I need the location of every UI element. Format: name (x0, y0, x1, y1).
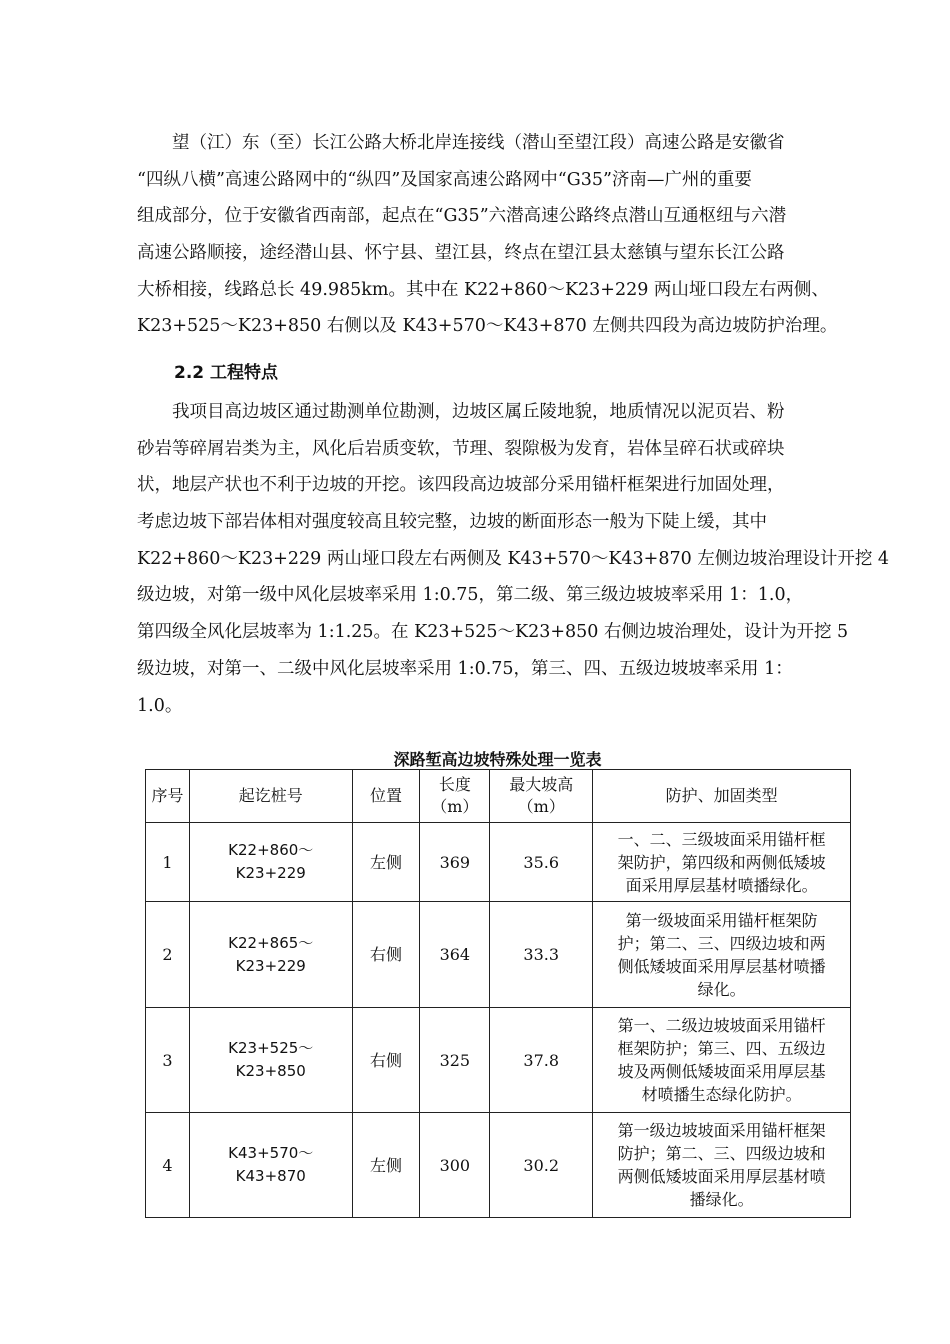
cell-height: 33.3 (490, 902, 593, 1008)
cell-length: 369 (420, 823, 490, 902)
text-line: 砂岩等碎屑岩类为主，风化后岩质变软，节理、裂隙极为发育，岩体呈碎石状或碎块 (137, 438, 785, 459)
table-title: 深路堑高边坡特殊处理一览表 (393, 750, 602, 769)
type-line: 材喷播生态绿化防护。 (641, 1085, 802, 1104)
header-no: 序号 (146, 770, 190, 823)
cell-station (189, 823, 352, 902)
text-line: 级边坡，对第一、二级中风化层坡率采用 1:0.75，第三、四、五级边坡坡率采用 1： (137, 658, 793, 679)
cell-position: 左侧 (352, 823, 420, 902)
table-row (146, 1008, 851, 1113)
cell-length: 300 (420, 1113, 490, 1218)
cell-height: 37.8 (490, 1008, 593, 1113)
text-line: 望（江）东（至）长江公路大桥北岸连接线（潜山至望江段）高速公路是安徽省 (137, 133, 785, 153)
type-line: 框架防护；第三、四、五级边 (617, 1039, 826, 1058)
slope-treatment-table (145, 769, 851, 1218)
table-header-row (146, 770, 851, 823)
type-line: 绿化。 (697, 979, 746, 999)
cell-position: 右侧 (352, 902, 420, 1008)
cell-station (189, 1113, 352, 1218)
station-start: K43+570～ (228, 1144, 314, 1162)
section-heading: 2.2 工程特点 (174, 363, 279, 383)
text-line: 级边坡，对第一级中风化层坡率采用 1:0.75，第二级、第三级边坡坡率采用 1：1.0， (137, 585, 804, 606)
header-height-unit: （m） (517, 797, 565, 816)
type-line: 两侧低矮坡面采用厚层基材喷 (617, 1167, 826, 1186)
text-line: 高速公路顺接，途经潜山县、怀宁县、望江县，终点在望江县太慈镇与望东长江公路 (137, 243, 785, 264)
table-row (146, 823, 851, 902)
station-end: K23+229 (235, 864, 306, 882)
header-length-unit: （m） (431, 797, 479, 816)
cell-height: 35.6 (490, 823, 593, 902)
type-line: 面采用厚层基材喷播绿化。 (625, 875, 818, 895)
station-end: K23+229 (235, 956, 306, 975)
header-length-label: 长度 (438, 775, 471, 794)
type-line: 第一级坡面采用锚杆框架防 (625, 910, 818, 930)
cell-type (593, 823, 851, 902)
type-line: 架防护，第四级和两侧低矮坡 (617, 852, 826, 872)
cell-position: 左侧 (352, 1113, 420, 1218)
header-type: 防护、加固类型 (593, 770, 851, 823)
type-line: 一、二、三级坡面采用锚杆框 (617, 829, 826, 849)
header-height (490, 770, 593, 823)
cell-no: 4 (146, 1113, 190, 1218)
text-line: 1.0。 (137, 695, 183, 716)
type-line: 播绿化。 (689, 1190, 754, 1209)
station-end: K43+870 (235, 1167, 306, 1185)
type-line: 坡及两侧低矮坡面采用厚层基 (617, 1062, 826, 1081)
cell-no: 3 (146, 1008, 190, 1113)
header-length (420, 770, 490, 823)
text-line: K23+525～K23+850 右侧以及 K43+570～K43+870 左侧共四段为高边坡防护治理。 (137, 316, 838, 337)
cell-height: 30.2 (490, 1113, 593, 1218)
type-line: 第一级边坡坡面采用锚杆框架 (617, 1121, 826, 1140)
station-start: K23+525～ (228, 1039, 314, 1057)
type-line: 防护；第二、三、四级边坡和 (617, 1144, 826, 1163)
cell-station (189, 1008, 352, 1113)
text-line: 我项目高边坡区通过勘测单位勘测，边坡区属丘陵地貌，地质情况以泥页岩、粉 (137, 402, 785, 422)
type-line: 护；第二、三、四级边坡和两 (617, 933, 826, 953)
text-line: K22+860～K23+229 两山垭口段左右两侧及 K43+570～K43+870 左侧边坡治理设计开挖 4 (137, 548, 890, 569)
text-line: 第四级全风化层坡率为 1:1.25。在 K23+525～K23+850 右侧边坡治理处，设计为开挖 5 (137, 622, 849, 643)
header-position: 位置 (352, 770, 420, 823)
station-start: K22+860～ (228, 841, 314, 859)
text-line: 组成部分，位于安徽省西南部，起点在“G35”六潜高速公路终点潜山互通枢纽与六潜 (137, 206, 787, 227)
features-paragraph (137, 394, 890, 724)
cell-station (189, 902, 352, 1008)
cell-length: 325 (420, 1008, 490, 1113)
type-line: 第一、二级边坡坡面采用锚杆 (617, 1016, 826, 1035)
cell-type (593, 1113, 851, 1218)
header-station: 起讫桩号 (189, 770, 352, 823)
cell-no: 2 (146, 902, 190, 1008)
station-end: K23+850 (235, 1062, 306, 1080)
cell-type (593, 1008, 851, 1113)
text-line: 大桥相接，线路总长 49.985km。其中在 K22+860～K23+229 两山垭口段左右两侧、 (137, 279, 829, 300)
station-start: K22+865～ (228, 933, 314, 952)
type-line: 侧低矮坡面采用厚层基材喷播 (617, 956, 826, 976)
text-line: “四纵八横”高速公路网中的“纵四”及国家高速公路网中“G35”济南—广州的重要 (137, 169, 752, 190)
cell-no: 1 (146, 823, 190, 902)
text-line: 考虑边坡下部岩体相对强度较高且较完整，边坡的断面形态一般为下陡上缓，其中 (137, 512, 767, 533)
cell-position: 右侧 (352, 1008, 420, 1113)
table-row (146, 902, 851, 1008)
intro-paragraph (137, 125, 857, 345)
text-line: 状，地层产状也不利于边坡的开挖。该四段高边坡部分采用锚杆框架进行加固处理， (137, 475, 785, 496)
cell-type (593, 902, 851, 1008)
cell-length: 364 (420, 902, 490, 1008)
header-height-label: 最大坡高 (509, 775, 574, 794)
table-row (146, 1113, 851, 1218)
